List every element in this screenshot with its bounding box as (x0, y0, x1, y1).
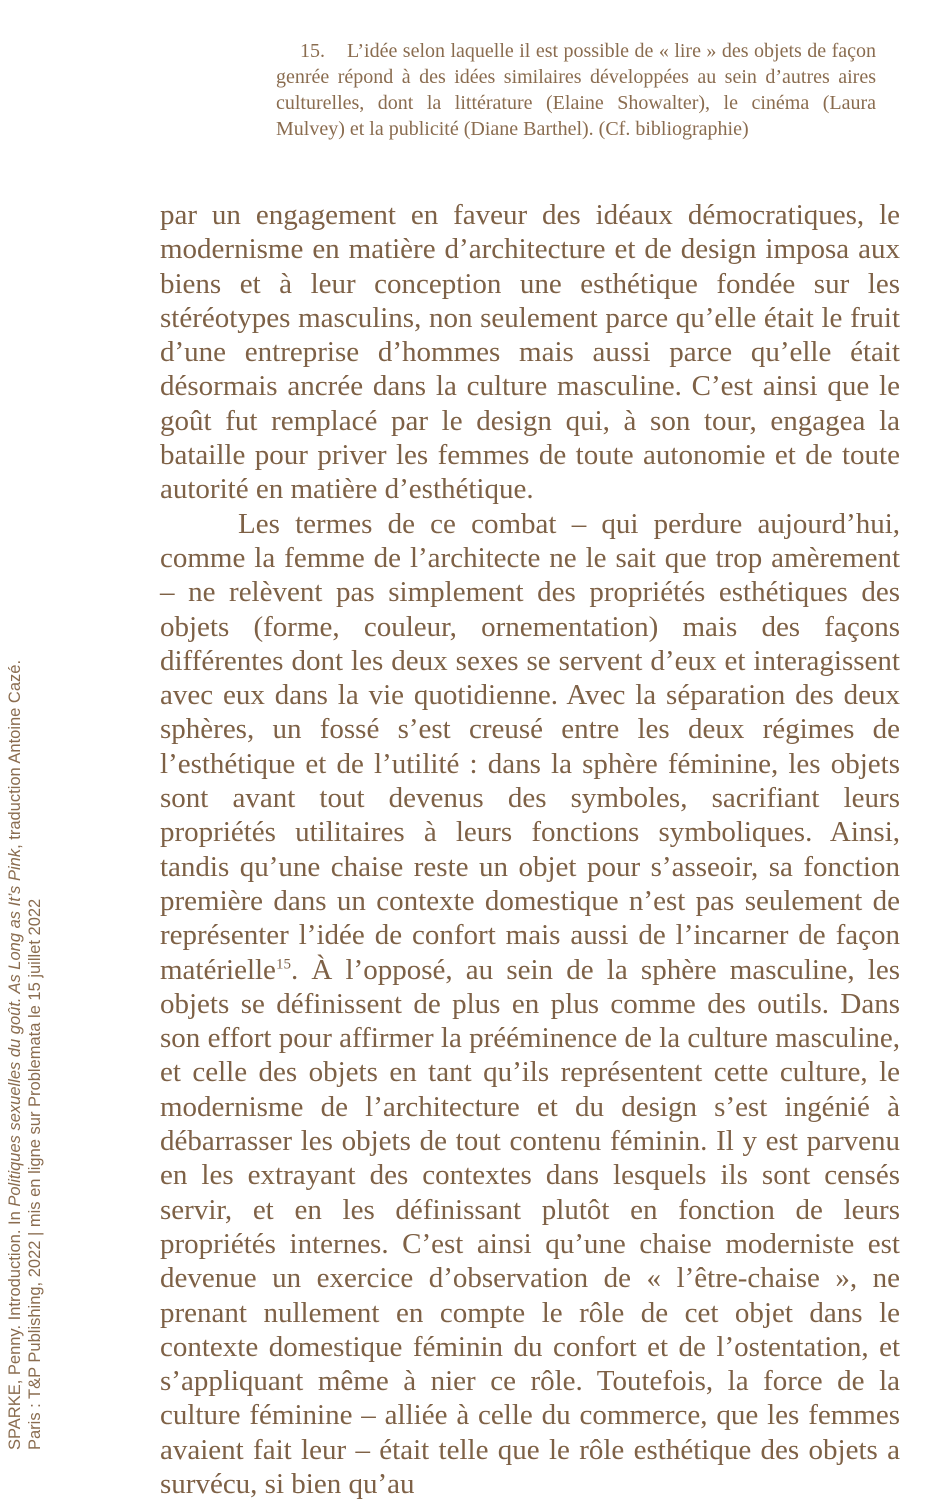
main-text (160, 198, 900, 1501)
paragraph-2-text-b: . À l’opposé, au sein de la sphère masculine, les objets se définissent de plus en plus comme des outils. Dans son effort pour affirmer la prééminence de la culture masculine, et celle des objets en tant qu’ils représentent cette culture, le modernisme de l’architecture et du design s’est ingénié à débarrasser les objets de tout contenu féminin. Il y est parvenu en les extrayant des contextes dans lesquels ils sont censés servir, et en les définissant plutôt en fonction de leurs propriétés internes. C’est ainsi qu’une chaise moderniste est devenue un exercice d’observation de « l’être-chaise », ne prenant nullement en compte le rôle de cet objet dans le contexte domestique féminin du confort et de l’ostentation, et s’appliquant même à nier ce rôle. Toutefois, la force de la culture féminine – alliée à celle du commerce, que les femmes avaient fait leur – était telle que le rôle esthétique des objets a survécu, si bien qu’au (160, 953, 900, 1500)
footnote (276, 38, 876, 142)
footnote-text: L’idée selon laquelle il est possible de « lire » des objets de façon genrée répond à des idées similaires développées au sein d’autres aires culturelles, dont la littérature (Elaine Showalter), le cinéma (Laura Mulvey) et la publicité (Diane Barthel). (Cf. bibliographie) (276, 40, 876, 140)
citation-sidebar (0, 0, 60, 1500)
footnote-number: 15. (300, 40, 325, 62)
citation-prefix: SPARKE, Penny. Introduction. In (6, 1206, 24, 1450)
footnote-reference[interactable]: 15 (275, 955, 291, 972)
citation-line-2: Paris : T&P Publishing, 2022 | mis en ligne sur Problemata le 15 juillet 2022 (26, 898, 44, 1450)
citation-text (5, 650, 45, 1450)
paragraph-1: par un engagement en faveur des idéaux démocratiques, le modernisme en matière d’architecture et de design imposa aux biens et à leur conception une esthétique fondée sur les stéréotypes masculins, non seulement parce qu’elle était le fruit d’une entreprise d’hommes mais aussi parce qu’elle était désormais ancrée dans la culture masculine. C’est ainsi que le goût fut remplacé par le design qui, à son tour, engagea la bataille pour priver les femmes de toute autonomie et de toute autorité en matière d’esthétique. (160, 199, 900, 506)
citation-title: Politiques sexuelles du goût. As Long as It’s Pink (6, 848, 24, 1207)
citation-line-1 (5, 650, 25, 1450)
paragraph-2-text-a: Les termes de ce combat – qui perdure aujourd’hui, comme la femme de l’architecte ne le sait que trop amèrement – ne relèvent pas simplement des propriétés esthétiques des objets (forme, couleur, ornementation) mais des façons différentes dont les deux sexes se servent d’eux et interagissent avec eux dans la vie quotidienne. Avec la séparation des deux sphères, un fossé s’est creusé entre les deux régimes de l’esthétique et de l’utilité : dans la sphère féminine, les objets sont avant tout devenus des symboles, sacrifiant leurs propriétés utilitaires à leurs fonctions symboliques. Ainsi, tandis qu’une chaise reste un objet pour s’asseoir, sa fonction première dans un contexte domestique n’est pas seulement de représenter l’idée de confort mais aussi de l’incarner de façon matérielle (160, 507, 900, 986)
paragraph-2 (160, 507, 900, 1501)
citation-suffix: , traduction Antoine Cazé. (6, 659, 24, 849)
